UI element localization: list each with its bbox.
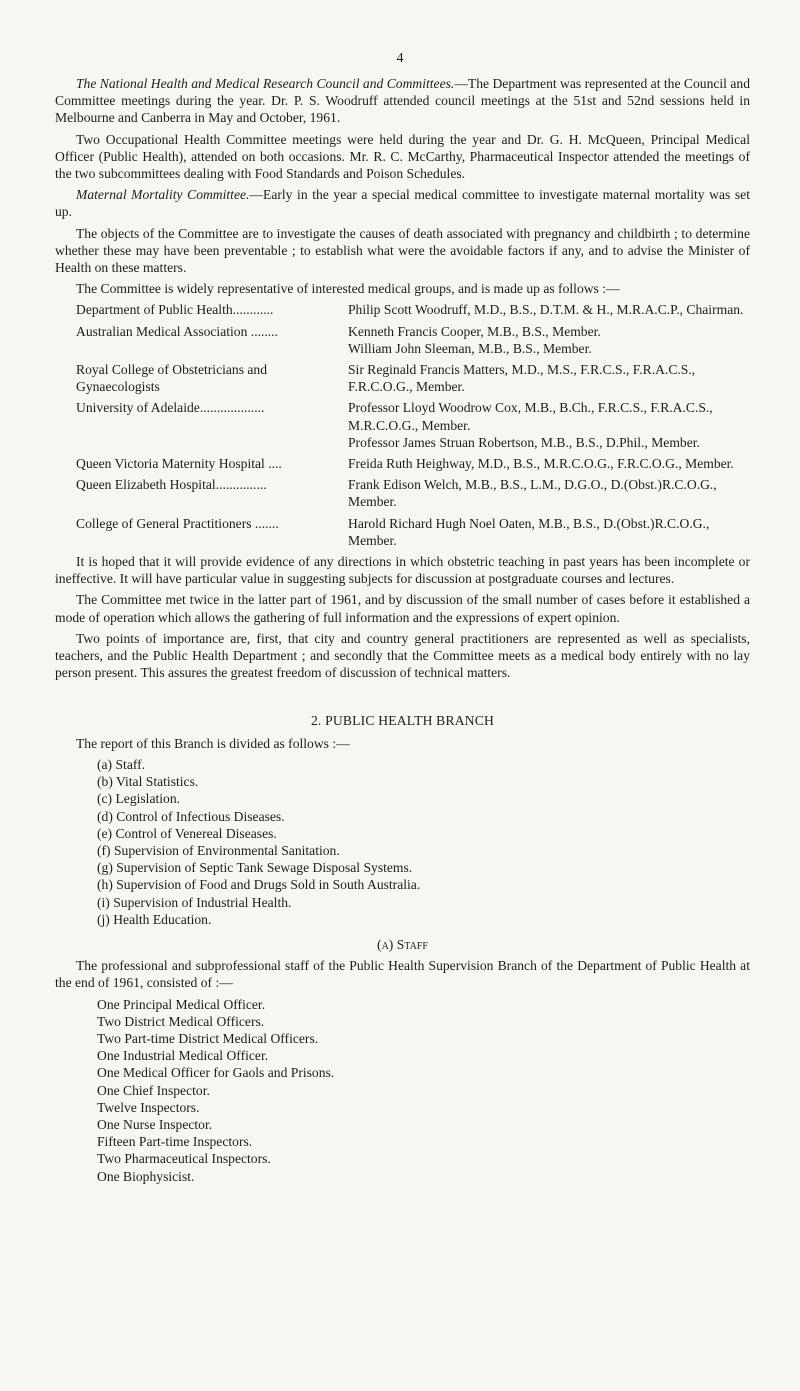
member-organization: Department of Public Health............ [76,302,274,318]
staff-item: Twelve Inspectors. [97,1099,200,1115]
member-person: Kenneth Francis Cooper, M.B., B.S., Member. [348,323,601,339]
paragraph-committee-objects: The objects of the Committee are to investigate the causes of death associated with pregnancy and childbirth ; to determine whether these may have been preventable ; to establish what were the avoidable factors if any, and to advise the Minister of Health on these matters. [55,225,750,276]
staff-item: One Biophysicist. [97,1168,195,1184]
member-organization: Queen Elizabeth Hospital............... [76,477,267,493]
paragraph-occupational-health: Two Occupational Health Committee meetings were held during the year and Dr. G. H. McQueen, Principal Medical Officer (Public Health), attended on both occasions. Mr. R. C. McCarthy, Pharmaceutical Inspector attended the meetings of the two subcommittees dealing with Food Standards and Poison Schedules. [55,131,750,182]
staff-item: One Medical Officer for Gaols and Prisons. [97,1065,335,1081]
member-person: Professor James Struan Robertson, M.B., B.S., D.Phil., Member. [348,434,700,450]
staff-item: One Principal Medical Officer. [97,996,266,1012]
member-person: Professor Lloyd Woodrow Cox, M.B., B.Ch., F.R.C.S., F.R.A.C.S., M.R.C.O.G., Member. [348,400,713,433]
staff-intro: The professional and subprofessional staff of the Public Health Supervision Branch of the Department of Public Health at the end of 1961, consisted of :— [55,958,750,991]
member-person: Frank Edison Welch, M.B., B.S., L.M., D.G.O., D.(Obst.)R.C.O.G., Member. [348,477,717,510]
page-number: 4 [396,51,404,66]
committee-members-list [55,301,750,549]
sub-heading-staff: (a) Staff [377,936,428,952]
staff-item: Fifteen Part-time Inspectors. [97,1134,253,1150]
member-row [55,455,750,472]
member-people [340,361,750,395]
member-organization: University of Adelaide................... [76,400,265,416]
member-organization: College of General Practitioners ....... [76,515,279,531]
member-row [55,301,750,318]
staff-item: Two Pharmaceutical Inspectors. [97,1151,271,1167]
member-people [340,515,750,549]
staff-item: Two Part-time District Medical Officers. [97,1030,319,1046]
list-item: (f) Supervision of Environmental Sanitation. [97,842,340,858]
paragraph-text: —The Department was represented at the Council and Committee meetings during the year. Dr. P. S. Woodruff attended council meetings at the 51st and 52nd sessions held in Melbourne and Canberra in May and October, 1961. [55,76,751,126]
member-people [340,399,750,451]
staff-item: One Chief Inspector. [97,1082,210,1098]
list-item: (e) Control of Venereal Diseases. [97,825,277,841]
list-item: (d) Control of Infectious Diseases. [97,808,285,824]
staff-item: One Industrial Medical Officer. [97,1048,269,1064]
member-people [340,476,750,510]
paragraph-lead: Maternal Mortality Committee. [76,187,250,203]
member-people [340,301,750,318]
staff-list [55,996,750,1185]
list-item: (h) Supervision of Food and Drugs Sold in South Australia. [97,877,421,893]
member-organization: Royal College of Obstetricians and Gynaecologists [76,362,268,395]
paragraph-nhmrc [55,75,750,127]
list-item: (g) Supervision of Septic Tank Sewage Disposal Systems. [97,860,413,876]
member-people [340,323,750,357]
section-contents-list [55,756,750,928]
paragraph-committee-composition: The Committee is widely representative of interested medical groups, and is made up as follows :— [76,281,620,297]
member-row [55,399,750,451]
paragraph-points-of-importance: Two points of importance are, first, that city and country general practitioners are represented as well as specialists, teachers, and the Public Health Department ; and secondly that the Committee meets as a medical body entirely with no lay person present. This assures the greatest freedom of discussion of technical matters. [55,630,750,681]
member-row [55,323,750,357]
member-organization: Australian Medical Association ........ [76,323,278,339]
member-row [55,361,750,395]
member-person: Sir Reginald Francis Matters, M.D., M.S., F.R.C.S., F.R.A.C.S., F.R.C.O.G., Member. [348,362,696,395]
paragraph-meetings: The Committee met twice in the latter part of 1961, and by discussion of the small number of cases before it established a mode of operation which allows the gathering of full information and the expressions of expert opinion. [55,592,750,625]
paragraph-lead: The National Health and Medical Research Council and Committees. [76,76,455,91]
member-person: Freida Ruth Heighway, M.D., B.S., M.R.C.O.G., F.R.C.O.G., Member. [348,456,734,472]
member-people [340,455,750,472]
document-body [55,75,750,1185]
section-heading: 2. PUBLIC HEALTH BRANCH [310,712,495,728]
list-item: (b) Vital Statistics. [97,774,199,790]
member-row [55,476,750,510]
staff-item: Two District Medical Officers. [97,1013,265,1029]
list-item: (i) Supervision of Industrial Health. [97,894,292,910]
list-item: (c) Legislation. [97,791,181,807]
list-item: (a) Staff. [97,756,146,772]
list-item: (j) Health Education. [97,911,212,927]
section-intro: The report of this Branch is divided as follows :— [76,735,350,751]
staff-item: One Nurse Inspector. [97,1116,213,1132]
paragraph-evidence: It is hoped that it will provide evidence of any directions in which obstetric teaching in past years has been incomplete or ineffective. It will have particular value in suggesting subjects for discussion at postgraduate courses and lectures. [55,554,750,587]
member-organization: Queen Victoria Maternity Hospital .... [76,456,282,472]
paragraph-text: —Early in the year a special medical committee to investigate maternal mortality was set up. [55,187,750,220]
member-person: William John Sleeman, M.B., B.S., Member. [348,340,592,356]
paragraph-maternal-mortality [55,186,750,220]
member-person: Harold Richard Hugh Noel Oaten, M.B., B.S., D.(Obst.)R.C.O.G., Member. [348,515,710,548]
member-row [55,515,750,549]
member-person: Philip Scott Woodruff, M.D., B.S., D.T.M. & H., M.R.A.C.P., Chairman. [348,302,744,318]
